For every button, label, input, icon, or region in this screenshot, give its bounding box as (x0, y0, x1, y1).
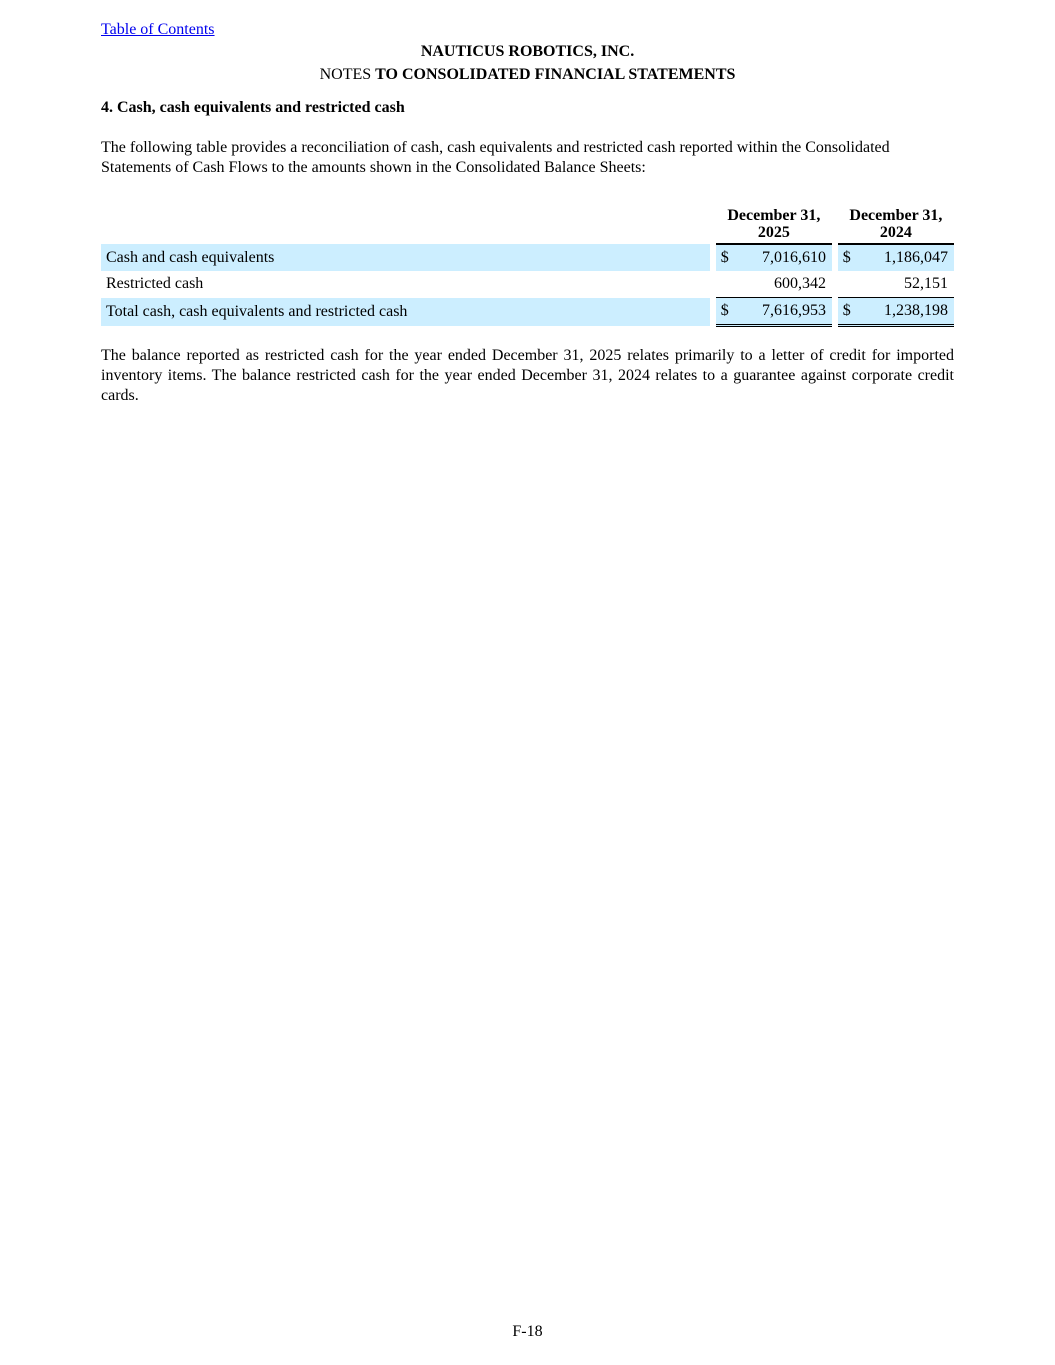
table-of-contents-link[interactable]: Table of Contents (101, 21, 215, 38)
row-label: Restricted cash (106, 275, 204, 293)
amount-2025: 7,016,610 (737, 244, 832, 271)
dollar-sign: $ (838, 298, 859, 326)
notes-title-rest: TO CONSOLIDATED FINANCIAL STATEMENTS (375, 66, 736, 83)
header-2025 (716, 205, 832, 244)
table-total-row (101, 298, 954, 326)
amount-2025: 600,342 (773, 275, 826, 292)
header-2025-line1: December 31, (727, 207, 821, 224)
amount-2025: 7,616,953 (737, 298, 832, 326)
header-2024-line1: December 31, (849, 207, 943, 224)
notes-title-prefix: NOTES (319, 66, 372, 83)
company-name: NAUTICUS ROBOTICS, INC. (420, 43, 635, 60)
header-2024 (838, 205, 954, 244)
row-label: Cash and cash equivalents (101, 244, 710, 271)
amount-2024: 1,238,198 (859, 298, 954, 326)
amount-2024: 1,186,047 (859, 244, 954, 271)
cash-reconciliation-table (101, 205, 954, 327)
dollar-sign: $ (716, 298, 737, 326)
header-2024-line2: 2024 (879, 224, 912, 241)
table-header-row (101, 205, 954, 244)
header-2025-line2: 2025 (757, 224, 790, 241)
amount-2024: 52,151 (904, 275, 948, 292)
intro-paragraph: The following table provides a reconciliation of cash, cash equivalents and restricted cash reported within the Consolidated Statements of Cash Flows to the amounts shown in the Consolidated Balance Sheets: (101, 139, 890, 176)
notes-title (101, 65, 954, 85)
dollar-sign (838, 271, 859, 298)
dollar-sign: $ (716, 244, 737, 271)
section-heading: 4. Cash, cash equivalents and restricted cash (101, 99, 405, 116)
page-number: F-18 (512, 1323, 543, 1340)
row-label: Total cash, cash equivalents and restricted cash (101, 298, 710, 326)
table-row (101, 244, 954, 271)
dollar-sign: $ (838, 244, 859, 271)
table-row (101, 271, 954, 298)
closing-paragraph: The balance reported as restricted cash for the year ended December 31, 2025 relates primarily to a letter of credit for imported inventory items. The balance restricted cash for the year ended December 31, 2024 relates to a guarantee against corporate credit cards. (101, 347, 954, 404)
header-label-cell (101, 205, 710, 244)
dollar-sign (716, 271, 737, 298)
